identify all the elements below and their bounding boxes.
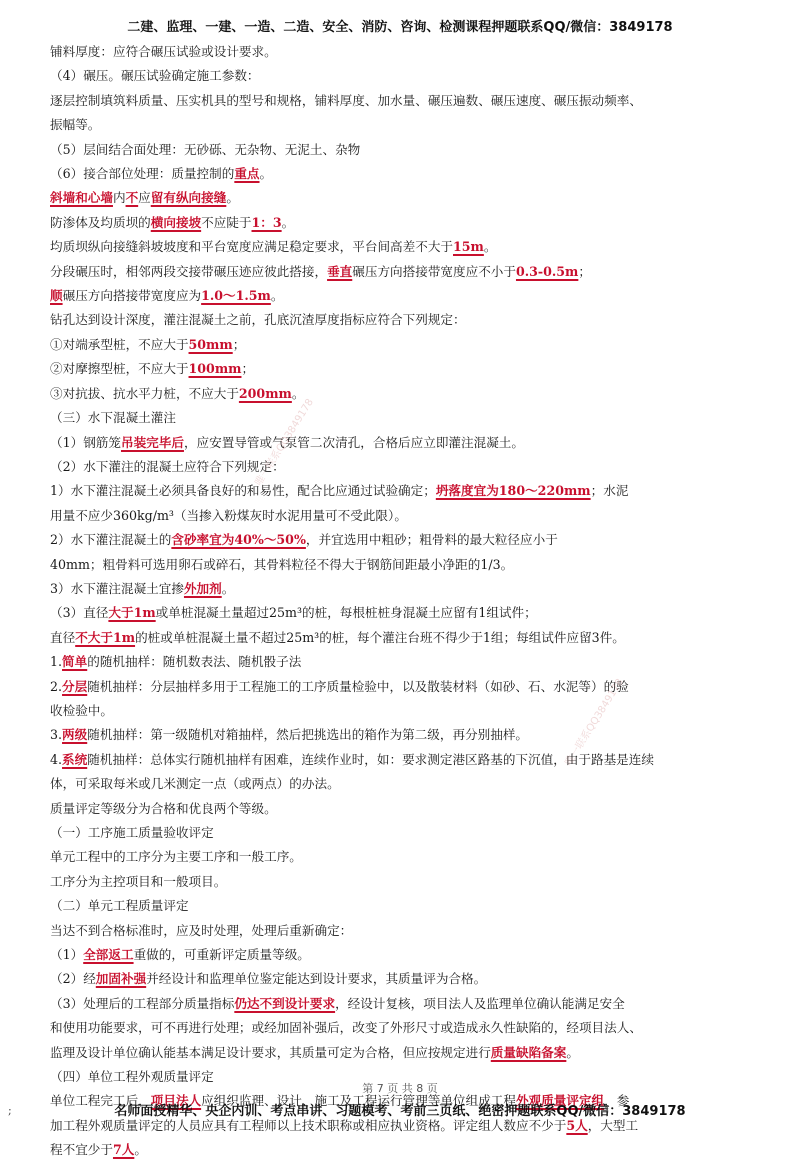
text-segment: 应 xyxy=(138,190,151,206)
highlighted-keyword: 顺 xyxy=(50,288,63,304)
text-segment: （1）钢筋笼 xyxy=(50,434,121,450)
text-segment: 。 xyxy=(291,385,305,401)
highlighted-keyword: 加固补强 xyxy=(95,971,147,987)
text-segment: （二）单元工程质量评定 xyxy=(50,898,189,914)
highlighted-keyword: 不大于1m xyxy=(75,629,136,645)
text-segment: ②对摩擦型桩，不应大于 xyxy=(50,361,189,377)
highlighted-keyword: 项目法人 xyxy=(150,1093,202,1109)
text-line xyxy=(50,992,762,1016)
highlighted-keyword: 100mm xyxy=(188,361,242,377)
text-segment: 用量不应少360kg/m³（当掺入粉煤灰时水泥用量可不受此限）。 xyxy=(50,507,407,523)
text-segment: 收检验中。 xyxy=(50,702,113,718)
text-segment: 均质坝纵向接缝斜坡坡度和平台宽度应满足稳定要求，平台间高差不大于 xyxy=(50,239,453,255)
highlighted-keyword: 大于1m xyxy=(108,605,156,621)
text-segment: ； xyxy=(241,361,255,377)
text-segment: （5）层间结合面处理：无砂砾、无杂物、无泥土、杂物 xyxy=(50,141,361,157)
text-segment: 单位工程完工后， xyxy=(50,1093,151,1109)
text-segment: 重做的，可重新评定质量等级。 xyxy=(133,947,310,963)
text-line xyxy=(50,357,762,381)
text-line xyxy=(50,186,762,210)
text-line xyxy=(50,235,762,259)
highlighted-keyword: 0.3-0.5m xyxy=(515,263,579,279)
text-line xyxy=(50,308,762,332)
text-segment: 和使用功能要求，可不再进行处理；或经加固补强后，改变了外形尺寸或造成永久性缺陷的，经项目法人、 xyxy=(50,1020,642,1036)
edge-mark: ; xyxy=(8,1104,12,1117)
text-line xyxy=(50,333,762,357)
text-segment: （一）工序施工质量验收评定 xyxy=(50,825,214,840)
text-line xyxy=(50,772,762,796)
text-segment: 2）水下灌注混凝土的 xyxy=(50,532,172,548)
document-body xyxy=(50,40,762,1163)
highlighted-keyword: 系统 xyxy=(62,751,88,767)
text-line xyxy=(50,479,762,503)
text-line xyxy=(50,675,762,699)
text-line xyxy=(50,1016,762,1040)
text-line xyxy=(50,455,762,479)
text-segment: ； xyxy=(578,263,591,279)
text-line xyxy=(50,553,762,577)
text-segment: （四）单位工程外观质量评定 xyxy=(50,1069,214,1085)
text-line xyxy=(50,845,762,869)
highlighted-keyword: 5人 xyxy=(566,1117,588,1133)
text-line xyxy=(50,406,762,430)
text-line xyxy=(50,577,762,601)
text-segment: 。 xyxy=(221,580,235,596)
text-segment: ，大型工 xyxy=(587,1117,639,1133)
text-segment: 。 xyxy=(483,239,497,255)
text-segment: 体，可采取每米或几米测定一点（或两点）的办法。 xyxy=(50,776,340,792)
text-segment: 碾压方向搭接带宽度应不小于 xyxy=(352,263,516,279)
text-segment: 。 xyxy=(270,288,284,304)
text-segment: 或单桩混凝土量超过25m³的桩，每根桩桩身混凝土应留有1组试件； xyxy=(155,605,537,621)
text-line xyxy=(50,40,762,64)
text-line xyxy=(50,821,762,845)
text-segment: 的桩或单桩混凝土量不超过25m³的桩，每个灌注台班不得少于1组；每组试件应留3件。 xyxy=(135,629,625,645)
text-line xyxy=(50,870,762,894)
text-segment: 40mm；粗骨料可选用卵石或碎石，其骨料粒径不得大于钢筋间距最小净距的1/3。 xyxy=(50,556,514,572)
text-segment: 铺料厚度：应符合碾压试验或设计要求。 xyxy=(50,44,277,59)
text-segment: 。 xyxy=(566,1044,579,1060)
highlighted-keyword: 斜墙和心墙 xyxy=(50,190,113,206)
text-segment: 监理及设计单位确认能基本满足设计要求，其质量可定为合格，但应按规定进行 xyxy=(50,1044,491,1060)
text-segment: 并经设计和监理单位鉴定能达到设计要求，其质量评为合格。 xyxy=(146,971,487,987)
text-line xyxy=(50,650,762,674)
text-line xyxy=(50,967,762,991)
text-line xyxy=(50,748,762,772)
page-number: 第 7 页 共 8 页 xyxy=(362,1082,438,1095)
text-line xyxy=(50,504,762,528)
text-segment: ，并宜选用中粗砂；粗骨料的最大粒径应小于 xyxy=(305,532,558,548)
text-segment: 1. xyxy=(50,654,63,670)
text-segment: ，经设计复核，项目法人及监理单位确认能满足安全 xyxy=(335,995,625,1011)
text-segment: （2）水下灌注的混凝土应符合下列规定： xyxy=(50,458,285,474)
text-segment: 3）水下灌注混凝土宜掺 xyxy=(50,580,184,596)
text-line xyxy=(50,919,762,943)
highlighted-keyword: 外观质量评定组 xyxy=(515,1093,605,1109)
text-segment: ③对抗拔、抗水平力桩，不应大于 xyxy=(50,385,239,401)
text-segment: 钻孔达到设计深度，灌注混凝土之前，孔底沉渣厚度指标应符合下列规定： xyxy=(50,312,466,328)
header-banner: 二建、监理、一建、一造、二造、安全、消防、咨询、检测课程押题联系QQ/微信：3849178 xyxy=(127,20,673,35)
text-segment: 随机抽样：总体实行随机抽样有困难，连续作业时，如：要求测定港区路基的下沉值，由于路基是连续 xyxy=(87,751,654,767)
highlighted-keyword: 200mm xyxy=(238,385,292,401)
text-line xyxy=(50,138,762,162)
text-segment: ①对端承型桩，不应大于 xyxy=(50,336,189,352)
watermark: 唯一联系QQ3849178 xyxy=(253,397,316,488)
watermark: 唯一联系QQ3849178 xyxy=(563,677,626,768)
text-segment: 。 xyxy=(259,166,273,182)
text-line xyxy=(50,626,762,650)
highlighted-keyword: 坍落度宜为180～220mm xyxy=(435,483,591,499)
text-segment: ，应安置导管或气泵管二次清孔，合格后应立即灌注混凝土。 xyxy=(183,434,524,450)
text-segment: 1）水下灌注混凝土必须具备良好的和易性，配合比应通过试验确定； xyxy=(50,483,436,499)
text-line xyxy=(50,431,762,455)
text-line xyxy=(50,797,762,821)
text-segment: 工序分为主控项目和一般项目。 xyxy=(50,873,227,889)
highlighted-keyword: 15m xyxy=(453,239,484,255)
text-line xyxy=(50,699,762,723)
text-segment: 随机抽样：分层抽样多用于工程施工的工序质量检验中，以及散装材料（如砂、石、水泥等）的验 xyxy=(87,678,629,694)
highlighted-keyword: 不 xyxy=(125,190,139,206)
text-segment: 4. xyxy=(50,751,63,767)
text-segment: 加工程外观质量评定的人员应具有工程师以上技术职称或相应执业资格。评定组人数应不少于 xyxy=(50,1117,567,1133)
highlighted-keyword: 50mm xyxy=(188,336,233,352)
text-line xyxy=(50,64,762,88)
highlighted-keyword: 吊装完毕后 xyxy=(120,434,184,450)
text-segment: （2）经 xyxy=(50,971,96,987)
text-segment: 。 xyxy=(134,1142,147,1158)
text-line xyxy=(50,528,762,552)
text-segment: 分段碾压时，相邻两段交接带碾压迹应彼此搭接， xyxy=(50,263,328,279)
text-segment: ，参 xyxy=(604,1093,630,1109)
text-line xyxy=(50,1041,762,1065)
highlighted-keyword: 重点 xyxy=(234,166,260,182)
highlighted-keyword: 留有纵向接缝 xyxy=(150,190,227,206)
text-line xyxy=(50,943,762,967)
text-segment: 防渗体及均质坝的 xyxy=(50,214,151,230)
text-line xyxy=(50,1138,762,1162)
text-line xyxy=(50,89,762,113)
text-line xyxy=(50,260,762,284)
highlighted-keyword: 全部返工 xyxy=(83,947,134,963)
text-line xyxy=(50,894,762,918)
highlighted-keyword: 1：3 xyxy=(251,214,282,230)
text-segment: 内 xyxy=(112,190,126,206)
text-segment: （三）水下混凝土灌注 xyxy=(50,410,176,426)
text-segment: 程不宜少于 xyxy=(50,1142,113,1158)
highlighted-keyword: 仍达不到设计要求 xyxy=(234,995,336,1011)
text-segment: 。 xyxy=(226,190,239,206)
text-segment: ；水泥 xyxy=(590,483,629,499)
text-segment: （3）直径 xyxy=(50,605,109,621)
text-segment: （3）处理后的工程部分质量指标 xyxy=(50,995,235,1011)
highlighted-keyword: 含砂率宜为40%～50% xyxy=(171,532,306,548)
text-segment: 振幅等。 xyxy=(50,117,101,133)
text-segment: 当达不到合格标准时，应及时处理，处理后重新确定： xyxy=(50,922,353,938)
highlighted-keyword: 1.0～1.5m xyxy=(201,288,271,304)
text-segment: （1） xyxy=(50,947,84,963)
text-line xyxy=(50,162,762,186)
highlighted-keyword: 质量缺陷备案 xyxy=(490,1044,567,1060)
text-line xyxy=(50,382,762,406)
text-segment: 逐层控制填筑料质量、压实机具的型号和规格，铺料厚度、加水量、碾压遍数、碾压速度、碾压振动频率、 xyxy=(50,92,642,108)
text-line xyxy=(50,284,762,308)
text-segment: （4）碾压。碾压试验确定施工参数： xyxy=(50,68,260,84)
highlighted-keyword: 简单 xyxy=(62,654,88,670)
highlighted-keyword: 7人 xyxy=(112,1142,135,1158)
text-segment: 。 xyxy=(281,214,295,230)
text-line xyxy=(50,211,762,235)
highlighted-keyword: 分层 xyxy=(62,678,88,694)
text-line xyxy=(50,113,762,137)
highlighted-keyword: 垂直 xyxy=(327,263,353,279)
text-line xyxy=(50,723,762,747)
text-segment: 不应陡于 xyxy=(201,214,252,230)
text-segment: 质量评定等级分为合格和优良两个等级。 xyxy=(50,800,277,816)
highlighted-keyword: 外加剂 xyxy=(183,580,222,596)
text-segment: ； xyxy=(232,336,246,352)
text-segment: 直径 xyxy=(50,629,76,645)
text-segment: 2. xyxy=(50,678,63,694)
highlighted-keyword: 两级 xyxy=(62,727,88,743)
text-segment: 3. xyxy=(50,727,63,743)
text-segment: （6）接合部位处理：质量控制的 xyxy=(50,166,235,182)
text-segment: 应组织监理、设计、施工及工程运行管理等单位组成工程 xyxy=(201,1093,516,1109)
highlighted-keyword: 横向接坡 xyxy=(150,214,202,230)
text-segment: 随机抽样：第一级随机对箱抽样，然后把挑选出的箱作为第二级，再分别抽样。 xyxy=(87,727,528,743)
text-segment: 的随机抽样：随机数表法、随机骰子法 xyxy=(87,654,302,670)
text-segment: 单元工程中的工序分为主要工序和一般工序。 xyxy=(50,849,302,865)
text-line xyxy=(50,601,762,625)
text-segment: 碾压方向搭接带宽度应为 xyxy=(62,288,202,304)
footer-banner: 名师面授精华、央企内训、考点串讲、习题模考、考前三页纸、绝密押题联系QQ/微信：3849178 xyxy=(114,1104,686,1119)
